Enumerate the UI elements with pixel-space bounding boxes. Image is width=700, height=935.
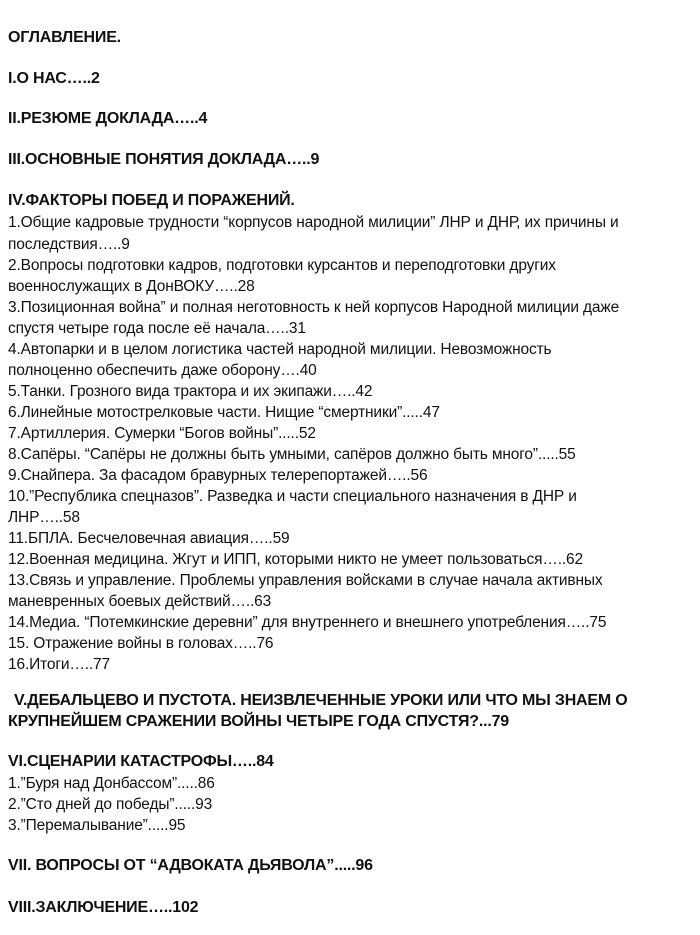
toc-item: 5.Танки. Грозного вида трактора и их экипажи…..42 xyxy=(8,383,373,400)
toc-section-8: VIII.ЗАКЛЮЧЕНИЕ…..102 xyxy=(8,899,199,916)
toc-item: военнослужащих в ДонВОКУ…..28 xyxy=(8,278,255,295)
toc-item: спустя четыре года после её начала…..31 xyxy=(8,320,306,337)
toc-section-5-line-1: V.ДЕБАЛЬЦЕВО И ПУСТОТА. НЕИЗВЛЕЧЕННЫЕ УРОКИ ИЛИ ЧТО МЫ ЗНАЕМ О xyxy=(14,692,628,709)
toc-section-6-heading: VI.СЦЕНАРИИ КАТАСТРОФЫ…..84 xyxy=(8,753,274,770)
toc-item: последствия…..9 xyxy=(8,236,130,253)
toc-item: 14.Медиа. “Потемкинские деревни” для внутреннего и внешнего употребления…..75 xyxy=(8,614,607,631)
toc-item: 16.Итоги…..77 xyxy=(8,656,110,673)
toc-item: 4.Автопарки и в целом логистика частей народной милиции. Невозможность xyxy=(8,341,552,358)
toc-item: 1.”Буря над Донбассом”.....86 xyxy=(8,775,215,792)
toc-item: 2.Вопросы подготовки кадров, подготовки курсантов и переподготовки других xyxy=(8,257,556,274)
toc-item: 10.”Республика спецназов”. Разведка и части специального назначения в ДНР и xyxy=(8,488,577,505)
toc-item: 3.”Перемалывание”.....95 xyxy=(8,817,186,834)
toc-section-7: VII. ВОПРОСЫ ОТ “АДВОКАТА ДЬЯВОЛА”.....96 xyxy=(8,857,373,874)
toc-item: 2.”Сто дней до победы”.....93 xyxy=(8,796,213,813)
toc-item: 12.Военная медицина. Жгут и ИПП, которыми никто не умеет пользоваться…..62 xyxy=(8,551,583,568)
toc-section-5-line-2: КРУПНЕЙШЕМ СРАЖЕНИИ ВОЙНЫ ЧЕТЫРЕ ГОДА СПУСТЯ?...79 xyxy=(8,713,509,730)
toc-item: ЛНР…..58 xyxy=(8,509,80,526)
toc-section-2: II.РЕЗЮМЕ ДОКЛАДА…..4 xyxy=(8,110,208,127)
toc-item: 11.БПЛА. Бесчеловечная авиация…..59 xyxy=(8,530,290,547)
toc-item: 8.Сапёры. “Сапёры не должны быть умными, сапёров должно быть много”.....55 xyxy=(8,446,576,463)
toc-item: 1.Общие кадровые трудности “корпусов народной милиции” ЛНР и ДНР, их причины и xyxy=(8,214,619,231)
toc-section-1: I.О НАС…..2 xyxy=(8,70,100,87)
toc-title: ОГЛАВЛЕНИЕ. xyxy=(8,29,121,46)
toc-item: 13.Связь и управление. Проблемы управления войсками в случае начала активных xyxy=(8,572,603,589)
toc-item: 9.Снайпера. За фасадом бравурных телерепортажей…..56 xyxy=(8,467,428,484)
toc-item: 15. Отражение войны в головах…..76 xyxy=(8,635,274,652)
toc-item: маневренных боевых действий…..63 xyxy=(8,593,272,610)
toc-item: 6.Линейные мотострелковые части. Нищие “смертники”.....47 xyxy=(8,404,440,421)
toc-section-4-heading: IV.ФАКТОРЫ ПОБЕД И ПОРАЖЕНИЙ. xyxy=(8,192,295,209)
toc-item: 3.Позиционная война” и полная неготовность к ней корпусов Народной милиции даже xyxy=(8,299,620,316)
toc-section-3: III.ОСНОВНЫЕ ПОНЯТИЯ ДОКЛАДА…..9 xyxy=(8,151,320,168)
toc-item: 7.Артиллерия. Сумерки “Богов войны”.....52 xyxy=(8,425,316,442)
toc-item: полноценно обеспечить даже оборону….40 xyxy=(8,362,317,379)
